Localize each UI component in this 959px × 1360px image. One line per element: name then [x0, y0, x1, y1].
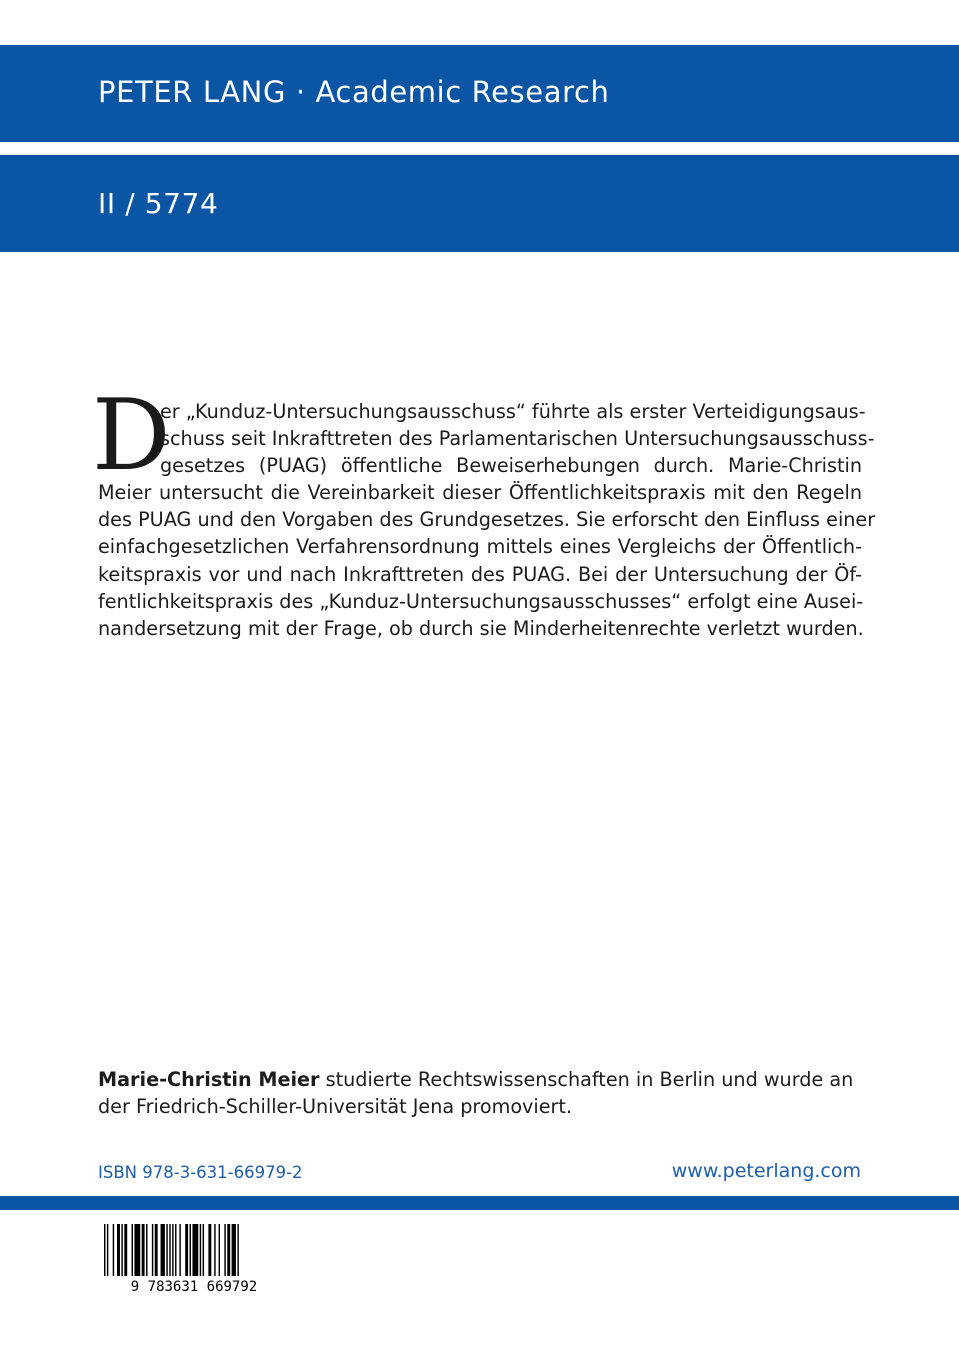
isbn: ISBN 978-3-631-66979-2	[98, 1163, 303, 1182]
series-title: PETER LANG · Academic Research	[98, 75, 610, 109]
blurb-line: nandersetzung mit der Frage, ob durch sie Minderheitenrechte verletzt wurden.	[98, 616, 864, 640]
series-number-band	[0, 155, 959, 252]
blurb-line: keitspraxis vor und nach Inkrafttreten des PUAG. Bei der Untersuchung der Öf-	[98, 562, 862, 586]
blurb-line: fentlichkeitspraxis des „Kunduz-Untersuchungsausschusses“ erfolgt eine Ausei-	[98, 589, 864, 613]
book-blurb	[92, 379, 876, 642]
blurb-line: einfachgesetzlichen Verfahrensordnung mittels eines Vergleichs der Öffentlich-	[98, 535, 862, 559]
drop-cap: D	[92, 379, 171, 493]
author-note	[98, 1066, 868, 1120]
blurb-line: er „Kunduz-Untersuchungsausschuss“ führte als erster Verteidigungsaus-	[160, 400, 866, 423]
barcode-digits: 9 783631 669792	[130, 1279, 258, 1294]
footer-band	[0, 1196, 959, 1210]
publisher-website-link[interactable]: www.peterlang.com	[671, 1160, 861, 1182]
author-name: Marie-Christin Meier	[98, 1068, 320, 1091]
blurb-line: gesetzes (PUAG) öffentliche Beweiserhebungen durch. Marie-Christin	[160, 454, 862, 478]
isbn-barcode	[96, 1222, 292, 1294]
blurb-line: Meier untersucht die Vereinbarkeit dieser Öffentlichkeitspraxis mit den Regeln	[98, 481, 862, 505]
author-bio: studierte Rechtswissenschaften in Berlin und wurde an der Friedrich-Schiller-Universität Jena promoviert.	[98, 1068, 854, 1118]
series-number: II / 5774	[98, 187, 219, 220]
blurb-line: des PUAG und den Vorgaben des Grundgesetzes. Sie erforscht den Einfluss einer	[98, 508, 876, 532]
series-header-band	[0, 45, 959, 142]
blurb-line: schuss seit Inkrafttreten des Parlamentarischen Untersuchungsausschuss-	[160, 427, 875, 451]
